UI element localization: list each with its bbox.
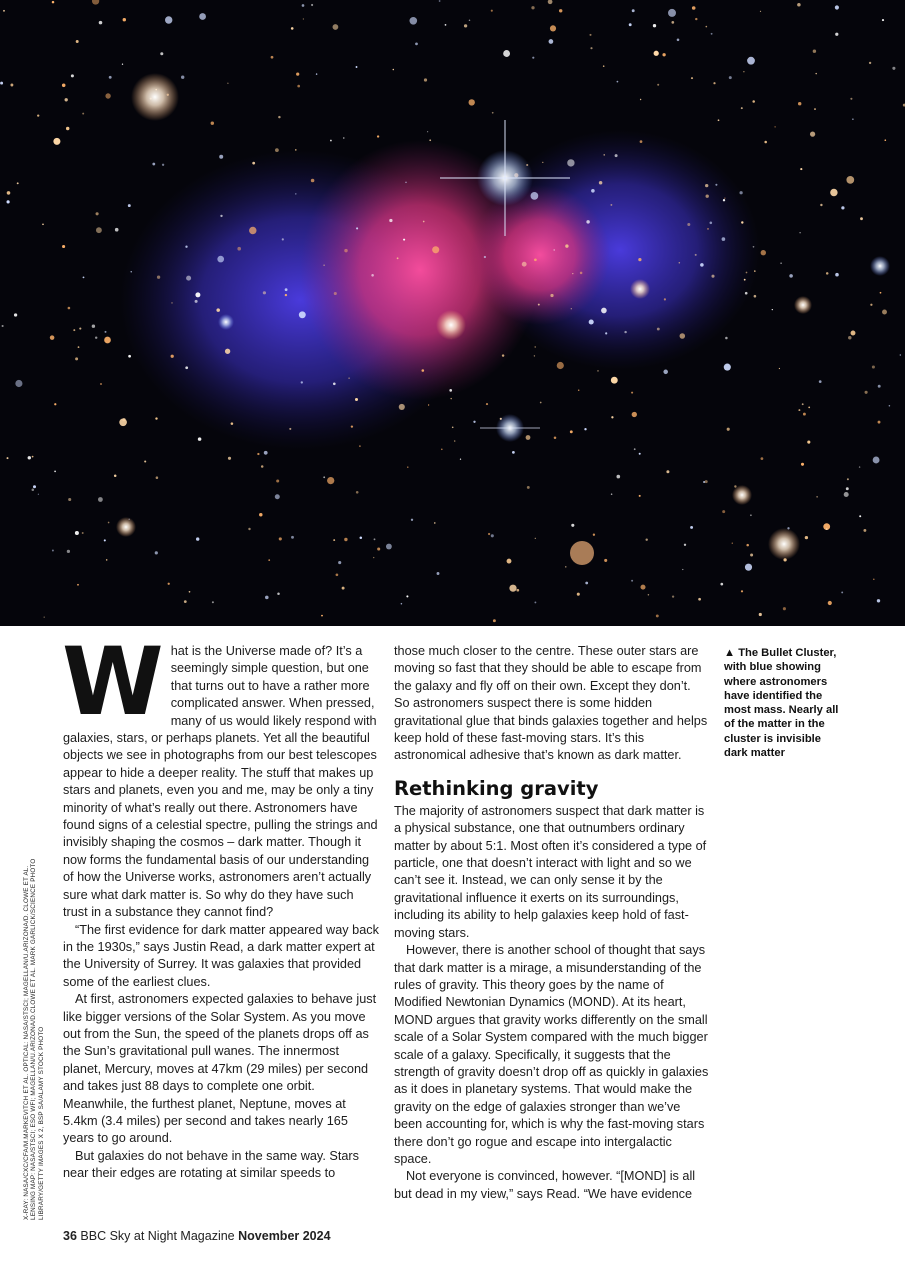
photo-credit: X-RAY: NASA/CXC/CFA/M.MARKEVITCH ET AL. OPTICAL: NASA/STSCI; MAGELLAN/U.ARIZONA/D. CLOWE ET AL. LENSING MAP: NASA/STSCI; ESO WFI; MAGELLAN/U.ARIZONA/D.CLOWE ET AL. MARK GARLICK/SCIENCE PHOTO LIBRARY/GETTY IMAGES X 2, BSP SA/ALAMY STOCK PHOTO <box>23 858 45 1220</box>
body-paragraph: At first, astronomers expected galaxies to behave just like bigger versions of the Solar System. As you move out from the Sun, the speed of the planets drops off as the Sun’s gravitational pull wanes. The innermost planet, Mercury, moves at 47km (29 miles) per second and takes just 88 days to complete one orbit. Meanwhile, the furthest planet, Neptune, moves at 5.4km (3.4 miles) per second and takes nearly 165 years to go around. <box>63 992 377 1146</box>
issue-date: November 2024 <box>238 1229 331 1243</box>
drop-cap: W <box>62 628 164 737</box>
pink-gas-region-right <box>470 185 610 325</box>
body-paragraph: Not everyone is convinced, however. “[MOND] is all but dead in my view,” says Read. “We have evidence <box>394 1169 696 1201</box>
image-caption <box>724 646 840 760</box>
body-paragraph: But galaxies do not behave in the same way. Stars near their edges are rotating at similar speeds to <box>63 1148 359 1181</box>
body-paragraph: hat is the Universe made of? It’s a seemingly simple question, but one that turns out to have a rather more complicated answer. When pressed, many of us would likely respond with galaxies, stars, or perhaps planets. Yet all the beautiful objects we see in photographs from our best telescopes appear to hide a deeper reality. The stuff that makes up stars and planets, even you and me, may be only a tiny minority of what’s really out there. Astronomers have found signs of a celestial spectre, pulling the strings and invisibly shaping the cosmos – dark matter. Though it now forms the fundamental basis of our understanding of how the Universe works, astronomers aren’t actually sure what dark matter is. So why do they have such trust in a substance they cannot find? <box>63 644 378 920</box>
caption-text: The Bullet Cluster, with blue showing where astronomers have identified the most mass. Nearly all of the matter in the cluster is invisible dark matter <box>724 647 839 760</box>
caption-arrow-icon: ▲ <box>724 647 736 659</box>
body-paragraph: The majority of astronomers suspect that dark matter is a physical substance, one that outnumbers ordinary matter by about 5:1. Most often it’s considered a type of particle, one that doesn’t interact with light and so we can’t see it. Instead, we can only sense it by the gravitational influence it exerts on its surroundings, including its ability to help galaxies keep hold of fast-moving stars. <box>394 803 707 940</box>
galaxy-cluster-image-icon <box>0 0 905 626</box>
article-column-2 <box>394 643 709 1203</box>
page-footer <box>63 1229 331 1243</box>
page-number: 36 <box>63 1229 77 1243</box>
body-paragraph: “The first evidence for dark matter appeared way back in the 1930s,” says Justin Read, a dark matter expert at the University of Surrey. It was galaxies that provided some of the earliest clues. <box>63 922 379 989</box>
magazine-name: BBC Sky at Night Magazine <box>80 1229 235 1243</box>
section-heading: Rethinking gravity <box>394 776 599 800</box>
body-paragraph: those much closer to the centre. These outer stars are moving so fast that they should be able to escape from the galaxy and fly off on their own. Except they don’t. So astronomers suspect there is some hidden gravitational glue that binds galaxies together and helps keep hold of these fast-moving stars. It’s this astronomical adhesive that’s known as dark matter. <box>394 644 708 763</box>
bullet-cluster-image <box>0 0 905 626</box>
article-column-1 <box>62 628 379 1183</box>
body-paragraph: However, there is another school of thought that says that dark matter is a mirage, a misunderstanding of the rules of gravity. This theory goes by the name of Modified Newtonian Dynamics (MOND). At its heart, MOND argues that gravity works differently on the small scale of a Solar System compared with the much bigger scale of a galaxy. Specifically, it suggests that the strength of gravity doesn’t drop off as quickly in galaxies as it does in planetary systems. That would make the gravity on the edge of galaxies stronger than we’ve been accounting for, which is why the fast-moving stars there don’t go rogue and escape into intergalactic space. <box>394 943 709 1166</box>
